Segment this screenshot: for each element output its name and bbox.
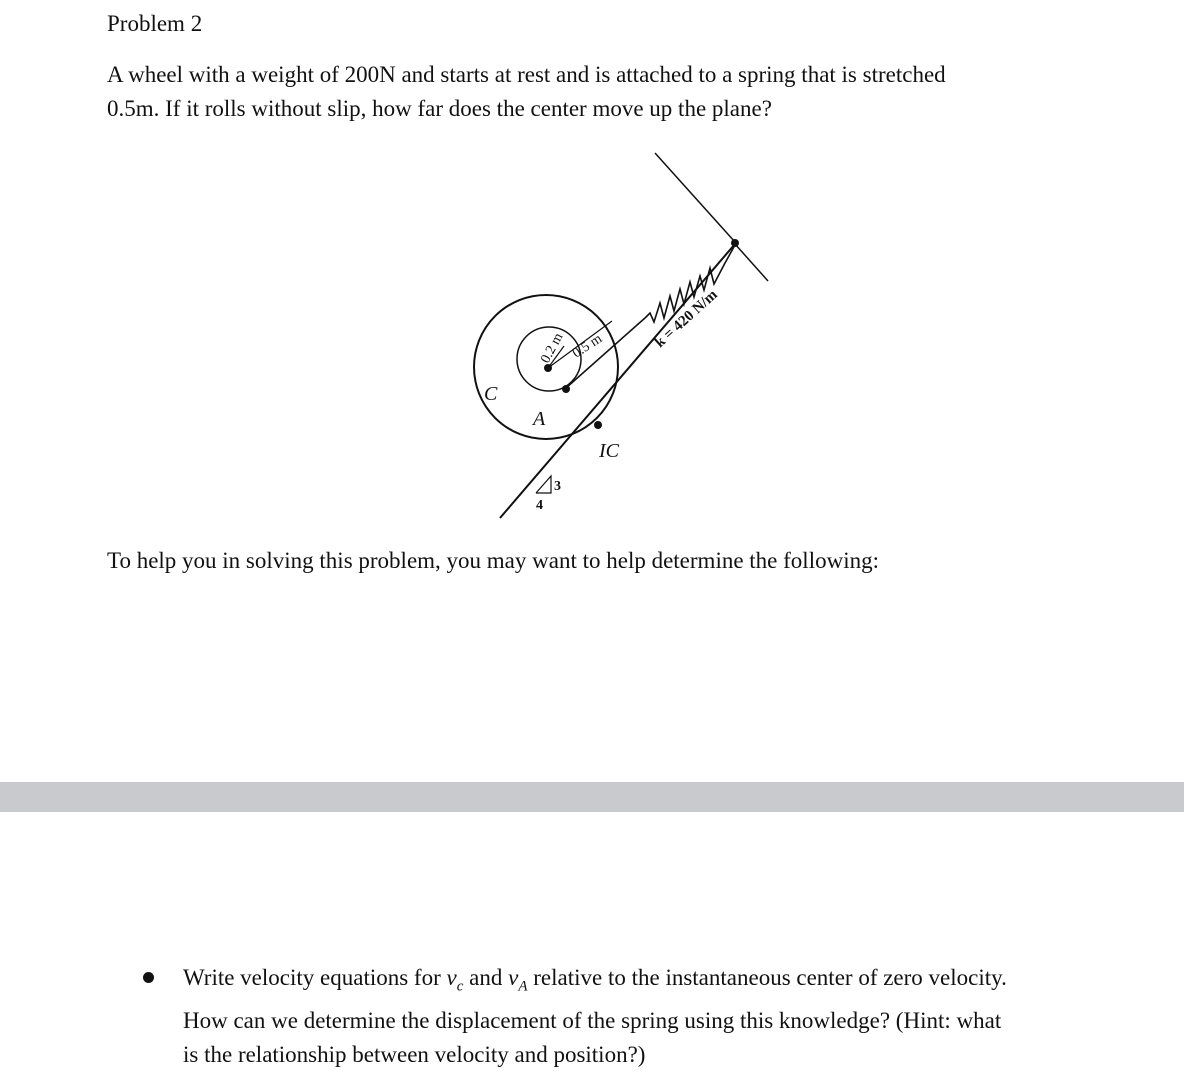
point-a-dot <box>562 385 570 393</box>
statement-line-2: 0.5m. If it rolls without slip, how far does the center move up the plane? <box>107 96 772 121</box>
slope-rise-label: 3 <box>554 479 561 494</box>
bullet-text-part: relative to the instantaneous center of zero velocity. <box>527 965 1007 990</box>
vc-subscript: c <box>456 978 464 995</box>
section-divider <box>0 782 1184 812</box>
slope-triangle <box>536 476 551 493</box>
va-subscript: A <box>518 978 528 995</box>
bullet-text-part: and <box>463 965 509 990</box>
vc-letter: v <box>446 965 457 990</box>
ic-dot <box>594 421 602 429</box>
helper-text: To help you in solving this problem, you may want to help determine the following: <box>107 548 879 573</box>
bullet-line-1 <box>183 961 1143 1004</box>
vc-symbol <box>446 965 464 995</box>
va-symbol <box>508 965 528 995</box>
bullet-line-2: How can we determine the displacement of the spring using this knowledge? (Hint: what <box>183 1007 1002 1033</box>
bullet-text-part: Write velocity equations for <box>183 965 447 990</box>
problem-title: Problem 2 <box>107 11 203 36</box>
label-outer-radius: 0.5 m <box>570 331 605 362</box>
label-ic: IC <box>599 440 619 462</box>
slope-run-label: 4 <box>536 498 543 513</box>
bullet-icon <box>143 972 154 983</box>
statement-line-1: A wheel with a weight of 200N and starts at rest and is attached to a spring that is stretched <box>107 62 946 87</box>
incline-end-line <box>735 244 768 281</box>
va-letter: v <box>508 965 519 990</box>
bullet-item <box>183 961 1143 1072</box>
label-inner-radius: 0.2 m <box>538 330 567 366</box>
label-center-c: C <box>484 383 498 405</box>
label-point-a: A <box>533 408 546 430</box>
label-spring-constant: k = 420 N/m <box>651 286 721 351</box>
bullet-line-3: is the relationship between velocity and position?) <box>183 1041 646 1067</box>
spring-support-line <box>655 153 735 242</box>
